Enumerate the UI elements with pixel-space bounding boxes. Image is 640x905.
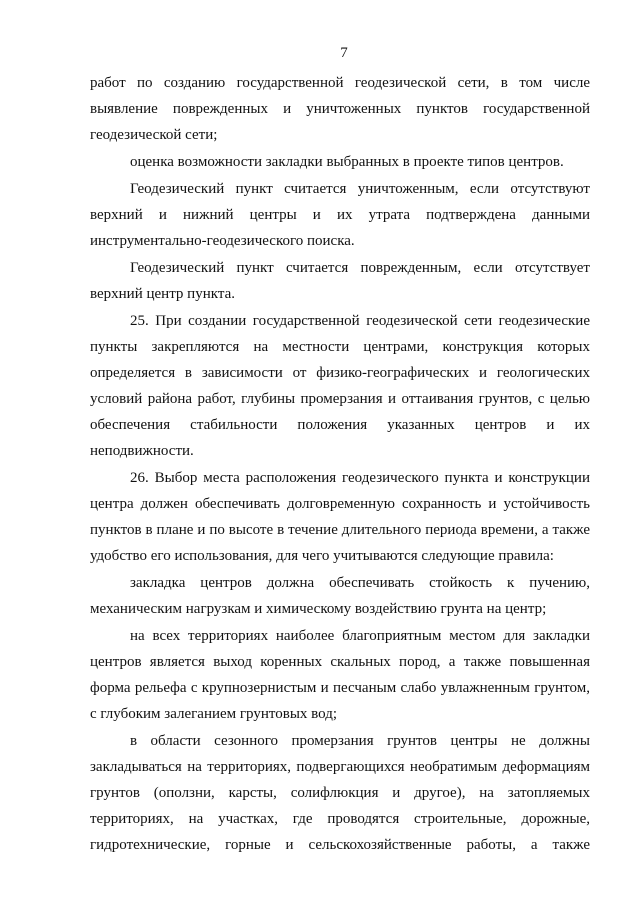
text-line: обеспечения стабильности положения указанных центров и их [90,417,590,433]
text-line: оценка возможности закладки выбранных в проекте типов центров. [130,154,564,170]
paragraph [90,728,590,858]
text-line: в области сезонного промерзания грунтов центры не должны [130,733,590,749]
text-line: удобство его использования, для чего учитываются следующие правила: [90,548,554,564]
paragraph [90,623,590,727]
text-line: грунтов (оползни, карсты, солифлюкция и другое), на затопляемых [90,785,590,801]
text-line: 25. При создании государственной геодезической сети геодезические [130,313,590,329]
paragraph [90,255,590,307]
text-line: неподвижности. [90,443,194,459]
text-line: территориях, на участках, где проводятся строительные, дорожные, [90,811,590,827]
text-line: выявление поврежденных и уничтоженных пунктов государственной [90,101,590,117]
text-line: форма рельефа с крупнозернистым и песчаным слабо увлажненным грунтом, [90,680,590,696]
text-line: верхний центр пункта. [90,286,235,302]
text-line: работ по созданию государственной геодезической сети, в том числе [90,75,590,91]
paragraph [90,308,590,464]
text-line: гидротехнические, горные и сельскохозяйственные работы, а также [90,837,590,853]
text-line: Геодезический пункт считается поврежденным, если отсутствует [130,260,590,276]
document-body [90,70,590,858]
text-line: геодезической сети; [90,127,218,143]
text-line: верхний и нижний центры и их утрата подтверждена данными [90,207,590,223]
paragraph [90,570,590,622]
text-line: центра должен обеспечивать долговременную сохранность и устойчивость [90,496,590,512]
text-line: закладываться на территориях, подвергающихся необратимым деформациям [90,759,590,775]
text-line: условий района работ, глубины промерзания и оттаивания грунтов, с целью [90,391,590,407]
text-line: пункты закрепляются на местности центрами, конструкция которых [90,339,590,355]
page-number: 7 [340,45,348,61]
text-line: закладка центров должна обеспечивать стойкость к пучению, [130,575,590,591]
paragraph [90,176,590,254]
paragraph [90,70,590,148]
text-line: пунктов в плане и по высоте в течение длительного периода времени, а также [90,522,590,538]
text-line: 26. Выбор места расположения геодезического пункта и конструкции [130,470,590,486]
paragraph [90,149,590,175]
text-line: механическим нагрузкам и химическому воздействию грунта на центр; [90,601,547,617]
text-line: с глубоким залеганием грунтовых вод; [90,706,337,722]
paragraph [90,465,590,569]
text-line: на всех территориях наиболее благоприятным местом для закладки [130,628,590,644]
text-line: Геодезический пункт считается уничтоженным, если отсутствуют [130,181,590,197]
text-line: инструментально-геодезического поиска. [90,233,355,249]
text-line: определяется в зависимости от физико-географических и геологических [90,365,590,381]
text-line: центров является выход коренных скальных пород, а также повышенная [90,654,590,670]
